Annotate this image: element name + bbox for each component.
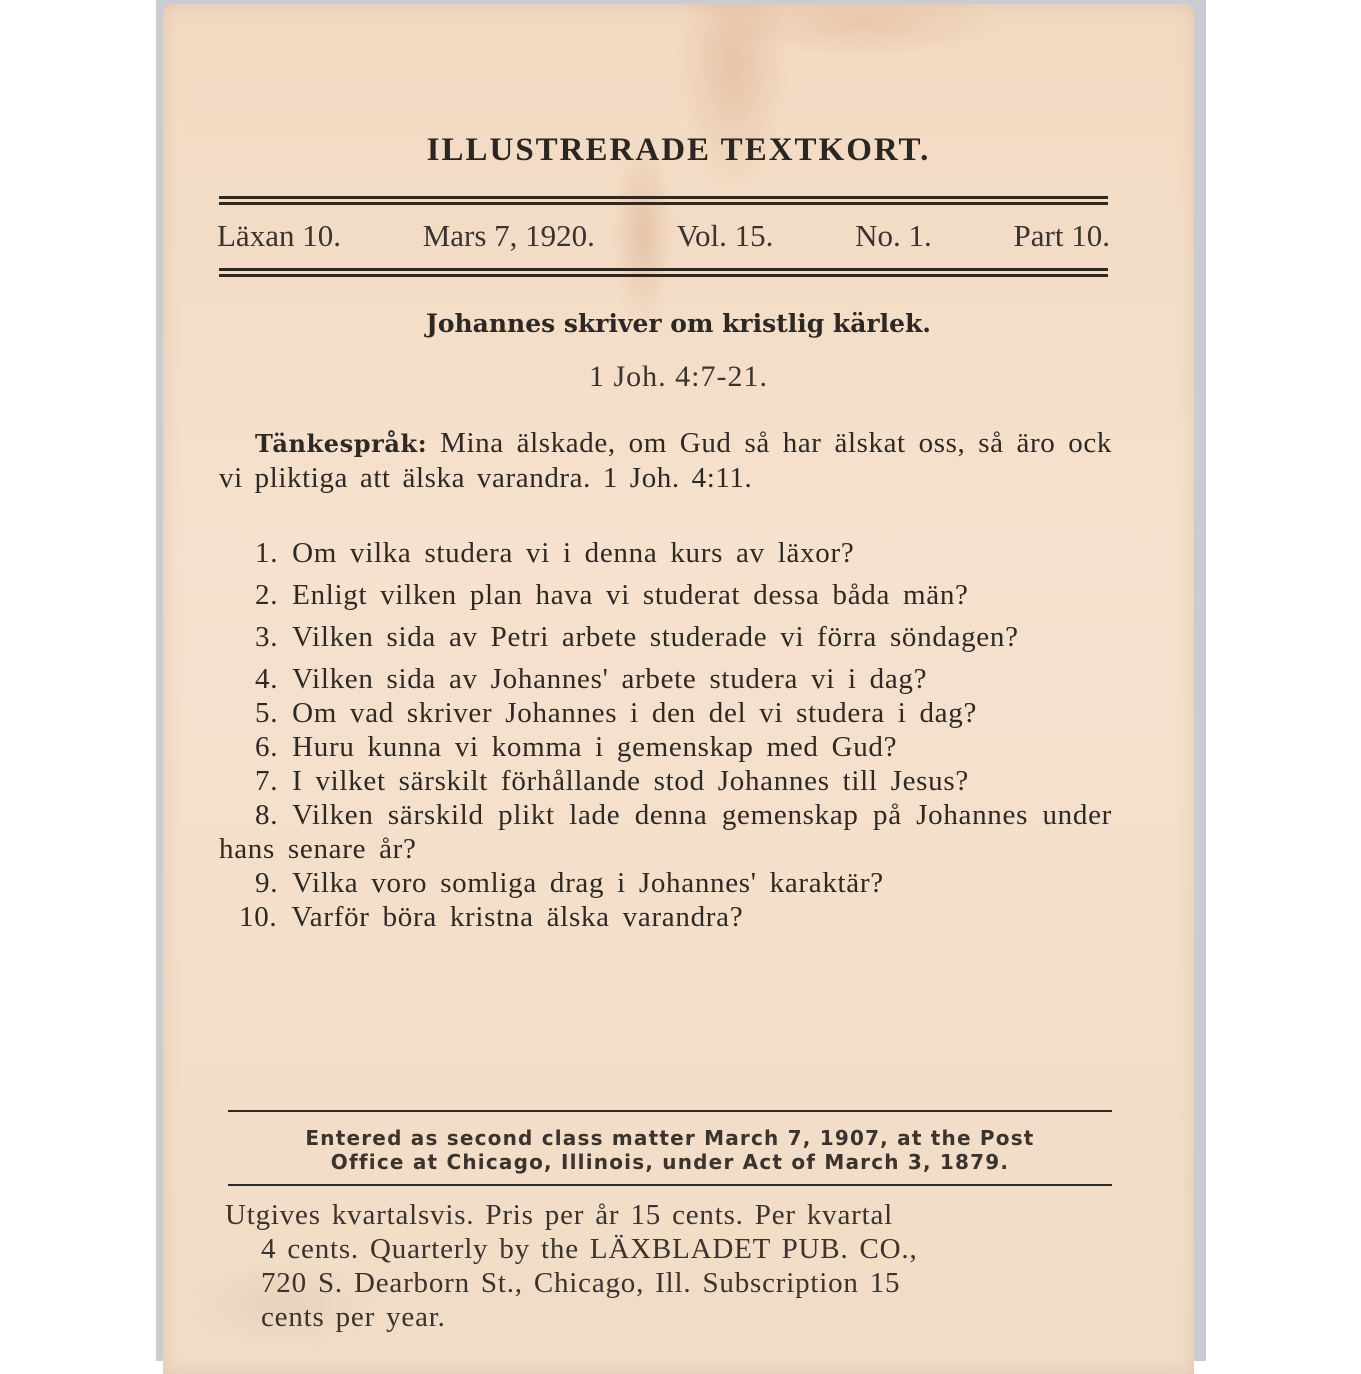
text-card: [163, 4, 1194, 1374]
publisher-line-1: Utgives kvartalsvis. Pris per år 15 cents. Per kvartal: [225, 1199, 894, 1231]
issue-date: Mars 7, 1920.: [422, 218, 595, 253]
publisher-line-4: cents per year.: [261, 1301, 446, 1333]
question-number: 5.: [255, 697, 279, 729]
question-text: Varför böra kristna älska varandra?: [291, 901, 744, 933]
golden-text-body: Mina älskade, om Gud så har älskat oss, så äro ock vi pliktiga att älska varandra. 1 Joh. 4:11.: [219, 427, 1112, 494]
issue-line: [217, 218, 1110, 254]
postal-notice: [228, 1126, 1112, 1174]
postal-notice-line-1: Entered as second class matter March 7, 1907, at the Post: [305, 1126, 1035, 1150]
question-number: 4.: [255, 663, 279, 695]
question-text: Vilken särskild plikt lade denna gemenskap på Johannes under hans senare år?: [219, 799, 1112, 865]
question-item: [219, 696, 1112, 730]
volume-number: Vol. 15.: [676, 218, 774, 253]
double-rule-top: [219, 196, 1108, 205]
question-text: Om vilka studera vi i denna kurs av läxor?: [292, 537, 855, 569]
rule-above-postal: [228, 1110, 1112, 1112]
question-text: Vilka voro somliga drag i Johannes' karaktär?: [292, 867, 884, 899]
question-item: [219, 764, 1112, 798]
question-item: [219, 662, 1112, 696]
question-number: 8.: [255, 799, 279, 831]
lesson-title: Johannes skriver om kristlig kärlek.: [425, 309, 932, 338]
double-rule-middle: [219, 268, 1108, 277]
question-item: [219, 798, 1112, 866]
issue-number: No. 1.: [855, 218, 932, 253]
question-number: 6.: [255, 731, 279, 763]
question-item: [219, 730, 1112, 764]
publisher-info: [225, 1198, 1115, 1334]
question-number: 2.: [255, 579, 279, 611]
part-number: Part 10.: [1013, 218, 1110, 253]
masthead-title: ILLUSTRERADE TEXTKORT.: [426, 132, 931, 168]
question-number: 7.: [255, 765, 279, 797]
publisher-line-2: 4 cents. Quarterly by the LÄXBLADET PUB. CO.,: [261, 1233, 918, 1265]
question-number: 3.: [255, 621, 279, 653]
rule-below-postal: [228, 1184, 1112, 1186]
question-text: Vilken sida av Petri arbete studerade vi förra söndagen?: [292, 621, 1019, 653]
question-text: Huru kunna vi komma i gemenskap med Gud?: [292, 731, 898, 763]
postal-notice-line-2: Office at Chicago, Illinois, under Act of March 3, 1879.: [330, 1150, 1010, 1174]
question-text: Enligt vilken plan hava vi studerat dessa båda män?: [292, 579, 969, 611]
question-number: 9.: [255, 867, 279, 899]
question-number: 1.: [255, 537, 279, 569]
question-item: [219, 866, 1112, 900]
question-number: 10.: [239, 901, 278, 933]
golden-text-label: Tänkespråk:: [255, 429, 428, 458]
question-item: [219, 620, 1112, 654]
question-item: [219, 578, 1112, 612]
golden-text: [219, 426, 1112, 495]
publisher-line-3: 720 S. Dearborn St., Chicago, Ill. Subscription 15: [261, 1267, 901, 1299]
question-text: I vilket särskilt förhållande stod Johannes till Jesus?: [292, 765, 969, 797]
question-text: Vilken sida av Johannes' arbete studera vi i dag?: [292, 663, 928, 695]
question-item: [219, 536, 1112, 570]
scripture-reference: 1 Joh. 4:7-21.: [589, 360, 768, 393]
question-list: [219, 536, 1112, 934]
question-item: [219, 900, 1112, 934]
lesson-number: Läxan 10.: [217, 218, 341, 253]
question-text: Om vad skriver Johannes i den del vi studera i dag?: [292, 697, 978, 729]
